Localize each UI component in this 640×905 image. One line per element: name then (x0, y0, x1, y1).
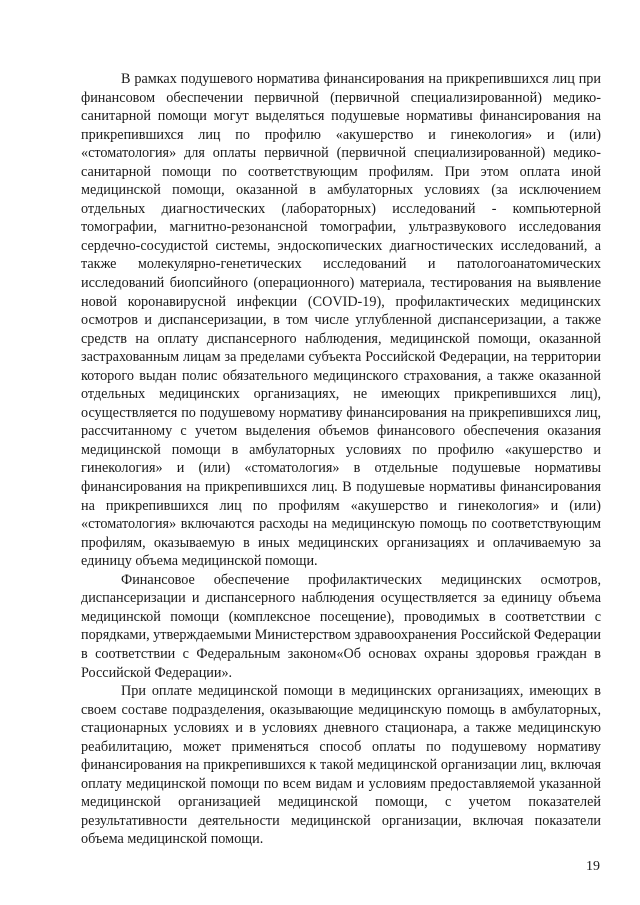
paragraph-preventive-examinations: Финансовое обеспечение профилактических медицинских осмотров, диспансеризации и диспансерного наблюдения осуществляется за единицу объема медицинской помощи (комплексное посещение), проводимых в соответствии с порядками, утверждаемыми Министерством здравоохранения Российской Федерации в соответствии с Федеральным законом«Об основах охраны здоровья граждан в Российской Федерации». (81, 571, 601, 681)
paragraph-per-capita-financing: В рамках подушевого норматива финансирования на прикрепившихся лиц при финансовом обеспечении первичной (первичной специализированной) медико-санитарной помощи могут выделяться подушевые нормативы финансирования на прикрепившихся лиц по профилю «акушерство и гинекология» и (или) «стоматология» для оплаты первичной (первичной специализированной) медико-санитарной помощи по соответствующим профилям. При этом оплата иной медицинской помощи, оказанной в амбулаторных условиях (за исключением отдельных диагностических (лабораторных) исследований - компьютерной томографии, магнитно-резонансной томографии, ультразвукового исследования сердечно-сосудистой системы, эндоскопических диагностических исследований, а также молекулярно-генетических исследований и патологоанатомических исследований биопсийного (операционного) материала, тестирования на выявление новой коронавирусной инфекции (COVID-19), профилактических медицинских осмотров и диспансеризации, в том числе углубленной диспансеризации, а также средств на оплату диспансерного наблюдения, медицинской помощи, оказанной застрахованным лицам за пределами субъекта Российской Федерации, на территории которого выдан полис обязательного медицинского страхования, а также оказанной отдельных медицинских организациях, не имеющих прикрепившихся лиц), осуществляется по подушевому нормативу финансирования на прикрепившихся лиц, рассчитанному с учетом выделения объемов финансового обеспечения оказания медицинской помощи в амбулаторных условиях по профилю «акушерство и гинекология» и (или) «стоматология» в отдельные подушевые нормативы финансирования на прикрепившихся лиц. В подушевые нормативы финансирования на прикрепившихся лиц по профилям «акушерство и гинекология» и (или) «стоматология» включаются расходы на медицинскую помощь по соответствующим профилям, оказываемую в иных медицинских организациях и оплачиваемую за единицу объема медицинской помощи. (81, 71, 601, 570)
document-body (81, 70, 601, 849)
paragraph-payment-method: При оплате медицинской помощи в медицинских организациях, имеющих в своем составе подразделения, оказывающие медицинскую помощь в амбулаторных, стационарных условиях и в условиях дневного стационара, а также медицинскую реабилитацию, может применяться способ оплаты по подушевому нормативу финансирования на прикрепившихся к такой медицинской организации лиц, включая оплату медицинской помощи по всем видам и условиям предоставляемой указанной медицинской организацией медицинской помощи, с учетом показателей результативности деятельности медицинской организации, включая показатели объема медицинской помощи. (81, 683, 601, 848)
page-number: 19 (586, 859, 600, 874)
